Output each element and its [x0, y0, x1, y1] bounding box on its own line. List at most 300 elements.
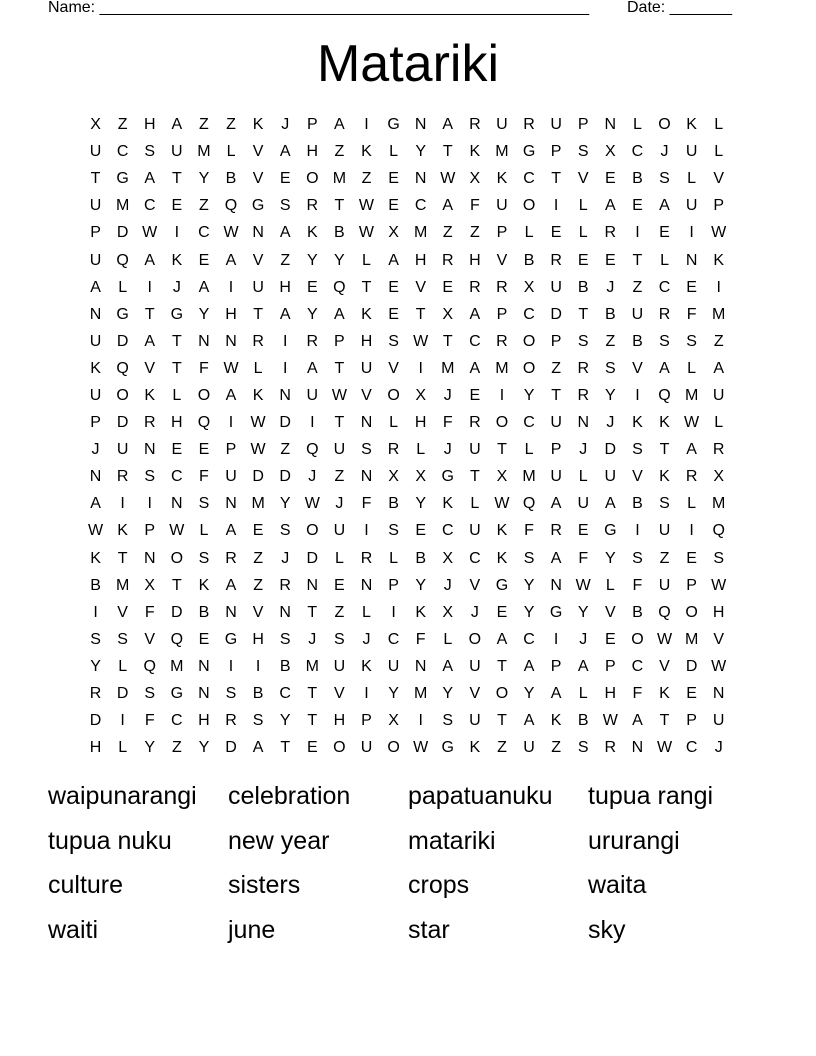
- grid-letter[interactable]: A: [713, 359, 725, 377]
- grid-letter[interactable]: L: [362, 603, 371, 621]
- grid-letter[interactable]: J: [443, 576, 452, 594]
- grid-letter[interactable]: T: [497, 441, 507, 459]
- grid-letter[interactable]: B: [632, 170, 643, 188]
- grid-letter[interactable]: J: [579, 630, 588, 648]
- grid-letter[interactable]: U: [712, 712, 725, 730]
- grid-letter[interactable]: K: [659, 414, 670, 432]
- grid-letter[interactable]: U: [685, 143, 698, 161]
- grid-letter[interactable]: Q: [712, 522, 725, 540]
- grid-letter[interactable]: A: [144, 170, 156, 188]
- grid-letter[interactable]: W: [711, 224, 727, 242]
- grid-letter[interactable]: H: [89, 739, 102, 757]
- grid-letter[interactable]: O: [495, 414, 509, 432]
- grid-letter[interactable]: O: [306, 170, 319, 188]
- grid-letter[interactable]: U: [550, 414, 562, 432]
- grid-letter[interactable]: Z: [226, 116, 236, 134]
- grid-letter[interactable]: Z: [442, 224, 453, 242]
- grid-letter[interactable]: K: [442, 495, 454, 513]
- grid-letter[interactable]: B: [577, 712, 589, 730]
- grid-letter[interactable]: O: [658, 116, 671, 134]
- grid-letter[interactable]: Z: [253, 576, 263, 594]
- grid-letter[interactable]: T: [361, 278, 372, 296]
- grid-letter[interactable]: K: [713, 251, 725, 269]
- grid-letter[interactable]: E: [388, 278, 399, 296]
- grid-letter[interactable]: K: [361, 305, 372, 323]
- grid-letter[interactable]: E: [415, 522, 426, 540]
- grid-letter[interactable]: M: [332, 170, 347, 188]
- grid-letter[interactable]: K: [469, 143, 481, 161]
- grid-letter[interactable]: Z: [334, 603, 345, 621]
- grid-letter[interactable]: U: [89, 251, 102, 269]
- grid-letter[interactable]: V: [604, 603, 616, 621]
- grid-letter[interactable]: A: [306, 359, 318, 377]
- grid-letter[interactable]: L: [605, 576, 615, 594]
- grid-letter[interactable]: C: [414, 197, 427, 215]
- grid-letter[interactable]: M: [495, 359, 509, 377]
- grid-letter[interactable]: P: [686, 712, 697, 730]
- grid-letter[interactable]: F: [578, 549, 589, 567]
- grid-letter[interactable]: S: [577, 332, 589, 350]
- grid-letter[interactable]: E: [604, 170, 616, 188]
- grid-letter[interactable]: J: [281, 116, 290, 134]
- grid-letter[interactable]: O: [170, 549, 184, 567]
- grid-letter[interactable]: E: [171, 441, 183, 459]
- grid-letter[interactable]: B: [415, 549, 426, 567]
- grid-letter[interactable]: R: [225, 549, 237, 567]
- grid-letter[interactable]: U: [550, 116, 562, 134]
- grid-letter[interactable]: C: [631, 657, 644, 675]
- grid-letter[interactable]: D: [685, 657, 698, 675]
- grid-letter[interactable]: U: [631, 305, 644, 323]
- grid-letter[interactable]: M: [684, 386, 699, 404]
- grid-letter[interactable]: H: [414, 251, 427, 269]
- grid-letter[interactable]: K: [496, 170, 508, 188]
- grid-letter[interactable]: L: [118, 739, 128, 757]
- grid-letter[interactable]: U: [550, 468, 562, 486]
- grid-letter[interactable]: D: [89, 712, 102, 730]
- grid-letter[interactable]: K: [117, 522, 128, 540]
- grid-letter[interactable]: L: [632, 116, 642, 134]
- grid-letter[interactable]: Z: [551, 739, 562, 757]
- grid-letter[interactable]: Y: [442, 685, 454, 703]
- grid-letter[interactable]: S: [659, 495, 670, 513]
- grid-letter[interactable]: P: [550, 143, 562, 161]
- grid-letter[interactable]: E: [279, 170, 291, 188]
- grid-letter[interactable]: N: [577, 414, 590, 432]
- grid-letter[interactable]: A: [550, 549, 562, 567]
- grid-letter[interactable]: Z: [334, 143, 345, 161]
- grid-letter[interactable]: N: [89, 468, 102, 486]
- grid-letter[interactable]: F: [144, 712, 155, 730]
- grid-letter[interactable]: U: [658, 576, 671, 594]
- grid-letter[interactable]: M: [414, 224, 428, 242]
- grid-letter[interactable]: T: [442, 143, 453, 161]
- grid-letter[interactable]: Z: [713, 332, 724, 350]
- grid-letter[interactable]: I: [689, 224, 694, 242]
- grid-letter[interactable]: V: [388, 359, 399, 377]
- grid-letter[interactable]: X: [604, 143, 616, 161]
- grid-letter[interactable]: S: [252, 712, 264, 730]
- grid-letter[interactable]: I: [228, 414, 234, 432]
- name-blank[interactable]: _______________________________________________________: [99, 0, 589, 16]
- grid-letter[interactable]: I: [228, 278, 234, 296]
- grid-letter[interactable]: U: [333, 441, 346, 459]
- grid-letter[interactable]: V: [252, 251, 264, 269]
- grid-letter[interactable]: Y: [334, 251, 345, 269]
- grid-letter[interactable]: T: [280, 739, 291, 757]
- grid-letter[interactable]: G: [604, 522, 617, 540]
- grid-letter[interactable]: J: [335, 495, 344, 513]
- grid-letter[interactable]: A: [659, 197, 670, 215]
- grid-letter[interactable]: I: [364, 116, 369, 134]
- grid-letter[interactable]: I: [147, 278, 152, 296]
- grid-letter[interactable]: T: [659, 712, 670, 730]
- grid-letter[interactable]: A: [90, 495, 101, 513]
- grid-letter[interactable]: T: [171, 359, 182, 377]
- grid-letter[interactable]: C: [143, 197, 156, 215]
- grid-letter[interactable]: R: [116, 468, 129, 486]
- grid-letter[interactable]: Y: [198, 739, 210, 757]
- grid-letter[interactable]: A: [144, 251, 156, 269]
- grid-letter[interactable]: L: [524, 441, 534, 459]
- grid-letter[interactable]: Z: [605, 332, 616, 350]
- grid-letter[interactable]: W: [223, 359, 239, 377]
- grid-letter[interactable]: K: [171, 251, 183, 269]
- grid-letter[interactable]: T: [334, 414, 345, 432]
- grid-letter[interactable]: N: [143, 441, 156, 459]
- grid-letter[interactable]: G: [549, 603, 563, 621]
- grid-letter[interactable]: G: [251, 197, 265, 215]
- grid-letter[interactable]: E: [198, 441, 210, 459]
- grid-letter[interactable]: H: [469, 251, 481, 269]
- grid-letter[interactable]: P: [604, 657, 616, 675]
- grid-letter[interactable]: X: [496, 468, 508, 486]
- grid-letter[interactable]: I: [689, 522, 694, 540]
- grid-letter[interactable]: N: [414, 657, 427, 675]
- grid-letter[interactable]: Y: [523, 576, 535, 594]
- grid-letter[interactable]: S: [604, 359, 616, 377]
- grid-letter[interactable]: I: [93, 603, 98, 621]
- grid-letter[interactable]: K: [686, 116, 697, 134]
- grid-letter[interactable]: F: [524, 522, 534, 540]
- grid-letter[interactable]: I: [228, 657, 234, 675]
- grid-letter[interactable]: P: [550, 441, 562, 459]
- grid-letter[interactable]: S: [90, 630, 101, 648]
- grid-letter[interactable]: A: [252, 739, 264, 757]
- grid-letter[interactable]: A: [442, 116, 454, 134]
- grid-letter[interactable]: Y: [523, 386, 535, 404]
- grid-letter[interactable]: H: [360, 332, 373, 350]
- grid-letter[interactable]: I: [635, 386, 640, 404]
- grid-letter[interactable]: U: [604, 468, 617, 486]
- grid-letter[interactable]: W: [250, 441, 266, 459]
- grid-letter[interactable]: U: [116, 441, 129, 459]
- grid-letter[interactable]: Q: [197, 414, 211, 432]
- grid-letter[interactable]: R: [279, 576, 291, 594]
- grid-letter[interactable]: M: [712, 305, 726, 323]
- grid-letter[interactable]: S: [225, 685, 237, 703]
- grid-letter[interactable]: B: [632, 495, 643, 513]
- grid-letter[interactable]: E: [686, 549, 697, 567]
- grid-letter[interactable]: U: [469, 712, 481, 730]
- grid-letter[interactable]: Q: [658, 603, 671, 621]
- grid-letter[interactable]: E: [171, 197, 183, 215]
- grid-letter[interactable]: B: [632, 603, 643, 621]
- grid-letter[interactable]: L: [578, 197, 588, 215]
- grid-letter[interactable]: A: [334, 116, 345, 134]
- grid-letter[interactable]: S: [198, 549, 210, 567]
- grid-letter[interactable]: R: [469, 116, 481, 134]
- grid-letter[interactable]: A: [550, 495, 562, 513]
- grid-letter[interactable]: G: [387, 116, 400, 134]
- grid-letter[interactable]: U: [523, 739, 535, 757]
- grid-letter[interactable]: F: [632, 576, 643, 594]
- grid-letter[interactable]: N: [550, 576, 562, 594]
- grid-letter[interactable]: R: [604, 224, 617, 242]
- grid-letter[interactable]: H: [225, 305, 237, 323]
- grid-letter[interactable]: A: [279, 224, 291, 242]
- grid-letter[interactable]: S: [632, 441, 643, 459]
- grid-letter[interactable]: B: [577, 278, 589, 296]
- grid-letter[interactable]: E: [442, 278, 454, 296]
- grid-letter[interactable]: I: [255, 657, 261, 675]
- grid-letter[interactable]: H: [279, 278, 291, 296]
- grid-letter[interactable]: W: [711, 576, 727, 594]
- grid-letter[interactable]: L: [389, 549, 399, 567]
- grid-letter[interactable]: E: [198, 630, 210, 648]
- grid-letter[interactable]: I: [174, 224, 180, 242]
- grid-letter[interactable]: A: [577, 657, 589, 675]
- grid-letter[interactable]: L: [443, 630, 453, 648]
- grid-letter[interactable]: N: [414, 116, 427, 134]
- grid-letter[interactable]: T: [307, 603, 318, 621]
- grid-letter[interactable]: I: [282, 359, 288, 377]
- grid-letter[interactable]: C: [631, 143, 644, 161]
- grid-letter[interactable]: V: [117, 603, 128, 621]
- grid-letter[interactable]: H: [171, 414, 183, 432]
- grid-letter[interactable]: L: [524, 224, 534, 242]
- grid-letter[interactable]: K: [496, 522, 508, 540]
- grid-letter[interactable]: I: [147, 495, 152, 513]
- grid-letter[interactable]: D: [171, 603, 183, 621]
- grid-letter[interactable]: Z: [280, 441, 291, 459]
- grid-letter[interactable]: L: [687, 495, 697, 513]
- grid-letter[interactable]: B: [198, 603, 210, 621]
- grid-letter[interactable]: E: [604, 630, 616, 648]
- grid-letter[interactable]: O: [197, 386, 211, 404]
- grid-letter[interactable]: S: [144, 143, 156, 161]
- grid-letter[interactable]: Q: [522, 495, 536, 513]
- grid-letter[interactable]: Y: [198, 170, 210, 188]
- grid-letter[interactable]: Y: [415, 143, 426, 161]
- grid-letter[interactable]: U: [252, 278, 264, 296]
- grid-letter[interactable]: A: [442, 197, 454, 215]
- grid-letter[interactable]: A: [686, 441, 697, 459]
- grid-letter[interactable]: R: [89, 685, 102, 703]
- grid-letter[interactable]: F: [144, 603, 155, 621]
- grid-letter[interactable]: K: [198, 576, 210, 594]
- grid-letter[interactable]: R: [523, 116, 535, 134]
- grid-letter[interactable]: K: [90, 359, 101, 377]
- grid-letter[interactable]: S: [388, 332, 399, 350]
- grid-letter[interactable]: E: [198, 251, 210, 269]
- grid-letter[interactable]: Q: [224, 197, 238, 215]
- grid-letter[interactable]: L: [578, 224, 588, 242]
- grid-letter[interactable]: K: [632, 414, 643, 432]
- grid-letter[interactable]: Y: [90, 657, 101, 675]
- grid-letter[interactable]: Z: [659, 549, 670, 567]
- grid-letter[interactable]: X: [415, 386, 426, 404]
- grid-letter[interactable]: D: [116, 224, 129, 242]
- grid-letter[interactable]: H: [414, 414, 427, 432]
- grid-letter[interactable]: U: [306, 386, 319, 404]
- grid-letter[interactable]: P: [577, 116, 589, 134]
- grid-letter[interactable]: R: [685, 468, 698, 486]
- grid-letter[interactable]: X: [442, 549, 454, 567]
- grid-letter[interactable]: Y: [306, 305, 318, 323]
- grid-letter[interactable]: H: [333, 712, 346, 730]
- grid-letter[interactable]: P: [496, 305, 508, 323]
- grid-letter[interactable]: H: [604, 685, 617, 703]
- grid-letter[interactable]: B: [279, 657, 291, 675]
- grid-letter[interactable]: M: [684, 630, 699, 648]
- grid-letter[interactable]: A: [225, 386, 237, 404]
- grid-letter[interactable]: Q: [116, 251, 129, 269]
- grid-letter[interactable]: U: [469, 522, 481, 540]
- grid-letter[interactable]: K: [361, 657, 372, 675]
- grid-letter[interactable]: F: [199, 468, 209, 486]
- grid-letter[interactable]: H: [306, 143, 319, 161]
- grid-letter[interactable]: G: [441, 468, 454, 486]
- grid-letter[interactable]: X: [469, 170, 481, 188]
- grid-letter[interactable]: J: [470, 603, 479, 621]
- grid-letter[interactable]: E: [686, 685, 697, 703]
- grid-letter[interactable]: U: [387, 657, 400, 675]
- grid-letter[interactable]: N: [225, 332, 237, 350]
- grid-letter[interactable]: M: [115, 576, 130, 594]
- grid-letter[interactable]: C: [523, 170, 535, 188]
- grid-letter[interactable]: T: [497, 712, 507, 730]
- grid-letter[interactable]: I: [364, 685, 369, 703]
- grid-letter[interactable]: U: [550, 278, 562, 296]
- grid-letter[interactable]: M: [305, 657, 319, 675]
- grid-letter[interactable]: W: [440, 170, 456, 188]
- grid-letter[interactable]: A: [469, 305, 481, 323]
- grid-letter[interactable]: J: [281, 549, 290, 567]
- grid-letter[interactable]: X: [442, 305, 454, 323]
- grid-letter[interactable]: G: [441, 739, 454, 757]
- grid-letter[interactable]: C: [523, 305, 535, 323]
- grid-letter[interactable]: J: [606, 278, 615, 296]
- grid-letter[interactable]: Y: [306, 251, 318, 269]
- grid-letter[interactable]: E: [306, 278, 318, 296]
- grid-letter[interactable]: W: [223, 224, 239, 242]
- grid-letter[interactable]: Y: [604, 549, 616, 567]
- grid-letter[interactable]: S: [361, 441, 372, 459]
- grid-letter[interactable]: K: [252, 386, 264, 404]
- grid-letter[interactable]: W: [169, 522, 185, 540]
- grid-letter[interactable]: W: [413, 332, 429, 350]
- grid-letter[interactable]: D: [116, 685, 129, 703]
- grid-letter[interactable]: A: [442, 657, 454, 675]
- grid-letter[interactable]: Y: [415, 576, 426, 594]
- grid-letter[interactable]: R: [387, 441, 400, 459]
- grid-letter[interactable]: G: [170, 305, 184, 323]
- grid-letter[interactable]: U: [577, 495, 590, 513]
- grid-letter[interactable]: O: [631, 630, 644, 648]
- grid-letter[interactable]: L: [118, 657, 128, 675]
- grid-letter[interactable]: S: [577, 739, 589, 757]
- grid-letter[interactable]: N: [171, 495, 183, 513]
- grid-letter[interactable]: T: [171, 170, 182, 188]
- grid-letter[interactable]: J: [606, 414, 615, 432]
- grid-letter[interactable]: A: [523, 712, 535, 730]
- grid-letter[interactable]: R: [550, 522, 562, 540]
- grid-letter[interactable]: T: [334, 359, 345, 377]
- grid-letter[interactable]: V: [469, 685, 481, 703]
- grid-letter[interactable]: E: [252, 522, 264, 540]
- grid-letter[interactable]: D: [225, 739, 237, 757]
- grid-letter[interactable]: N: [604, 116, 617, 134]
- grid-letter[interactable]: C: [469, 549, 481, 567]
- grid-letter[interactable]: O: [306, 522, 319, 540]
- grid-letter[interactable]: O: [522, 197, 536, 215]
- grid-letter[interactable]: L: [416, 441, 426, 459]
- grid-letter[interactable]: L: [118, 278, 128, 296]
- date-blank[interactable]: _______: [669, 0, 732, 16]
- grid-letter[interactable]: R: [360, 549, 373, 567]
- grid-letter[interactable]: T: [144, 305, 155, 323]
- grid-letter[interactable]: A: [496, 630, 508, 648]
- grid-letter[interactable]: N: [252, 224, 264, 242]
- grid-letter[interactable]: Y: [415, 495, 426, 513]
- grid-letter[interactable]: P: [713, 197, 725, 215]
- grid-letter[interactable]: A: [198, 278, 210, 296]
- grid-letter[interactable]: S: [279, 522, 291, 540]
- grid-letter[interactable]: W: [575, 576, 591, 594]
- grid-letter[interactable]: A: [279, 143, 291, 161]
- grid-letter[interactable]: Q: [306, 441, 319, 459]
- grid-letter[interactable]: I: [310, 414, 315, 432]
- grid-letter[interactable]: C: [279, 685, 291, 703]
- grid-letter[interactable]: C: [171, 712, 183, 730]
- grid-letter[interactable]: L: [578, 468, 588, 486]
- grid-letter[interactable]: N: [89, 305, 102, 323]
- grid-letter[interactable]: C: [523, 414, 535, 432]
- grid-letter[interactable]: G: [522, 143, 536, 161]
- grid-letter[interactable]: P: [144, 522, 156, 540]
- grid-letter[interactable]: M: [495, 143, 509, 161]
- grid-letter[interactable]: J: [579, 441, 588, 459]
- grid-letter[interactable]: X: [144, 576, 156, 594]
- grid-letter[interactable]: L: [362, 251, 371, 269]
- grid-letter[interactable]: B: [523, 251, 535, 269]
- grid-letter[interactable]: V: [469, 576, 481, 594]
- grid-letter[interactable]: U: [712, 386, 725, 404]
- grid-letter[interactable]: O: [116, 386, 129, 404]
- grid-letter[interactable]: W: [87, 522, 104, 540]
- grid-letter[interactable]: R: [143, 414, 156, 432]
- grid-letter[interactable]: U: [496, 197, 508, 215]
- grid-letter[interactable]: X: [442, 603, 454, 621]
- grid-letter[interactable]: R: [469, 414, 481, 432]
- grid-letter[interactable]: R: [658, 305, 671, 323]
- grid-letter[interactable]: W: [250, 414, 266, 432]
- grid-letter[interactable]: U: [89, 143, 102, 161]
- grid-letter[interactable]: J: [91, 441, 100, 459]
- grid-letter[interactable]: E: [334, 576, 345, 594]
- grid-letter[interactable]: H: [712, 603, 725, 621]
